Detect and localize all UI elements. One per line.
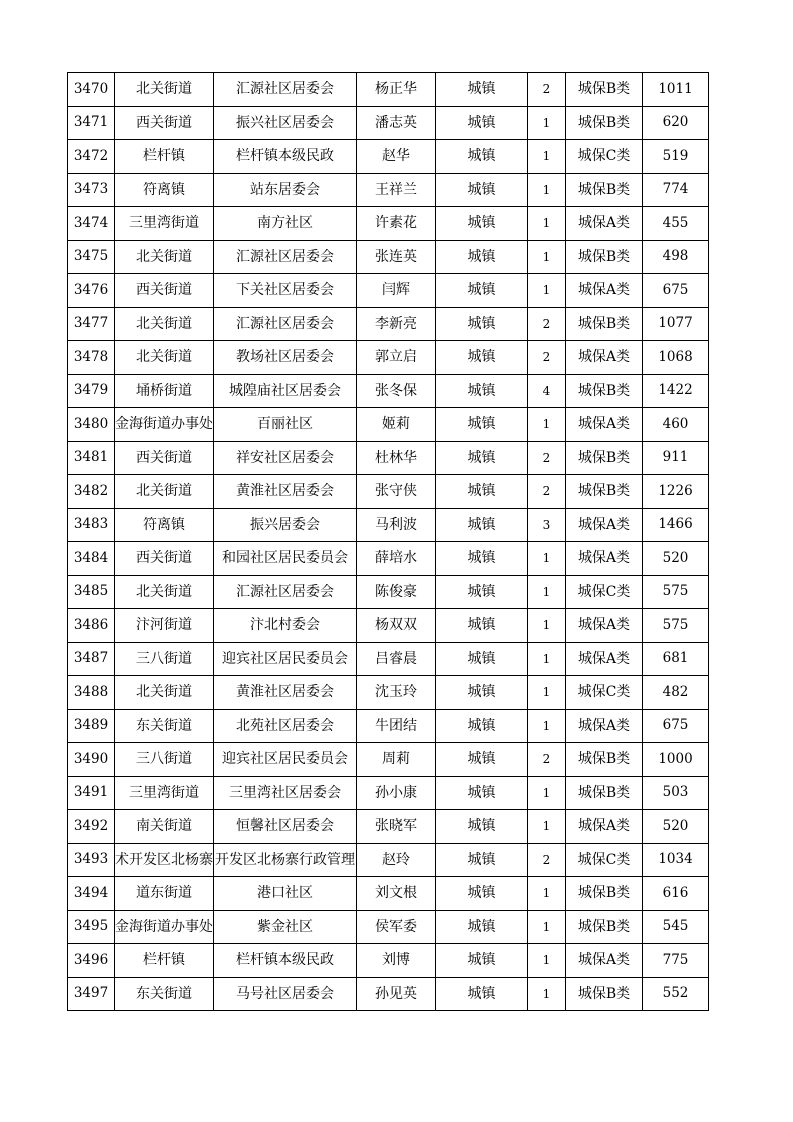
household-size-cell: 2 bbox=[528, 341, 566, 375]
person-name-cell: 王祥兰 bbox=[357, 173, 436, 207]
row-number-cell: 3477 bbox=[68, 307, 115, 341]
amount-cell: 675 bbox=[643, 274, 709, 308]
table-row bbox=[68, 173, 709, 207]
insurance-category-cell: 城保A类 bbox=[566, 944, 643, 978]
row-number-cell: 3470 bbox=[68, 73, 115, 107]
area-type-cell: 城镇 bbox=[436, 575, 528, 609]
table-row bbox=[68, 240, 709, 274]
community-cell: 祥安社区居委会 bbox=[214, 441, 357, 475]
table-row bbox=[68, 441, 709, 475]
table-row bbox=[68, 575, 709, 609]
household-size-cell: 2 bbox=[528, 743, 566, 777]
area-type-cell: 城镇 bbox=[436, 307, 528, 341]
row-number-cell: 3472 bbox=[68, 140, 115, 174]
person-name-cell: 沈玉玲 bbox=[357, 676, 436, 710]
insurance-category-cell: 城保A类 bbox=[566, 542, 643, 576]
area-type-cell: 城镇 bbox=[436, 73, 528, 107]
insurance-category-cell: 城保B类 bbox=[566, 877, 643, 911]
community-cell: 栏杆镇本级民政 bbox=[214, 140, 357, 174]
community-cell: 开发区北杨寨行政管理 bbox=[214, 843, 357, 877]
amount-cell: 503 bbox=[643, 776, 709, 810]
amount-cell: 1226 bbox=[643, 475, 709, 509]
area-type-cell: 城镇 bbox=[436, 173, 528, 207]
insurance-category-cell: 城保A类 bbox=[566, 709, 643, 743]
area-type-cell: 城镇 bbox=[436, 843, 528, 877]
person-name-cell: 李新亮 bbox=[357, 307, 436, 341]
street-office-cell: 金海街道办事处 bbox=[115, 910, 214, 944]
table-row bbox=[68, 207, 709, 241]
amount-cell: 519 bbox=[643, 140, 709, 174]
community-cell: 汇源社区居委会 bbox=[214, 307, 357, 341]
area-type-cell: 城镇 bbox=[436, 441, 528, 475]
community-cell: 港口社区 bbox=[214, 877, 357, 911]
area-type-cell: 城镇 bbox=[436, 274, 528, 308]
table-row bbox=[68, 676, 709, 710]
amount-cell: 1466 bbox=[643, 508, 709, 542]
insurance-category-cell: 城保B类 bbox=[566, 776, 643, 810]
street-office-cell: 北关街道 bbox=[115, 73, 214, 107]
person-name-cell: 张连英 bbox=[357, 240, 436, 274]
household-size-cell: 1 bbox=[528, 910, 566, 944]
street-office-cell: 西关街道 bbox=[115, 274, 214, 308]
insurance-category-cell: 城保B类 bbox=[566, 441, 643, 475]
person-name-cell: 侯军委 bbox=[357, 910, 436, 944]
household-size-cell: 2 bbox=[528, 307, 566, 341]
table-row bbox=[68, 910, 709, 944]
street-office-cell: 北关街道 bbox=[115, 475, 214, 509]
row-number-cell: 3486 bbox=[68, 609, 115, 643]
community-cell: 振兴社区居委会 bbox=[214, 106, 357, 140]
person-name-cell: 张冬保 bbox=[357, 374, 436, 408]
household-size-cell: 1 bbox=[528, 207, 566, 241]
amount-cell: 520 bbox=[643, 542, 709, 576]
household-size-cell: 1 bbox=[528, 676, 566, 710]
area-type-cell: 城镇 bbox=[436, 106, 528, 140]
street-office-cell: 西关街道 bbox=[115, 441, 214, 475]
area-type-cell: 城镇 bbox=[436, 910, 528, 944]
insurance-category-cell: 城保A类 bbox=[566, 408, 643, 442]
row-number-cell: 3496 bbox=[68, 944, 115, 978]
household-size-cell: 1 bbox=[528, 944, 566, 978]
person-name-cell: 周莉 bbox=[357, 743, 436, 777]
amount-cell: 911 bbox=[643, 441, 709, 475]
area-type-cell: 城镇 bbox=[436, 609, 528, 643]
area-type-cell: 城镇 bbox=[436, 207, 528, 241]
row-number-cell: 3492 bbox=[68, 810, 115, 844]
table-row bbox=[68, 274, 709, 308]
person-name-cell: 杨双双 bbox=[357, 609, 436, 643]
row-number-cell: 3475 bbox=[68, 240, 115, 274]
person-name-cell: 刘文根 bbox=[357, 877, 436, 911]
row-number-cell: 3493 bbox=[68, 843, 115, 877]
amount-cell: 775 bbox=[643, 944, 709, 978]
area-type-cell: 城镇 bbox=[436, 508, 528, 542]
row-number-cell: 3471 bbox=[68, 106, 115, 140]
community-cell: 汇源社区居委会 bbox=[214, 73, 357, 107]
street-office-cell: 北关街道 bbox=[115, 240, 214, 274]
insurance-category-cell: 城保C类 bbox=[566, 140, 643, 174]
person-name-cell: 张守侠 bbox=[357, 475, 436, 509]
person-name-cell: 吕睿晨 bbox=[357, 642, 436, 676]
table-row bbox=[68, 709, 709, 743]
amount-cell: 482 bbox=[643, 676, 709, 710]
insurance-category-cell: 城保C类 bbox=[566, 676, 643, 710]
community-cell: 汇源社区居委会 bbox=[214, 240, 357, 274]
household-size-cell: 1 bbox=[528, 810, 566, 844]
amount-cell: 616 bbox=[643, 877, 709, 911]
table-row bbox=[68, 609, 709, 643]
community-cell: 城隍庙社区居委会 bbox=[214, 374, 357, 408]
community-cell: 南方社区 bbox=[214, 207, 357, 241]
household-size-cell: 1 bbox=[528, 408, 566, 442]
table-body bbox=[68, 73, 709, 1011]
table-row bbox=[68, 810, 709, 844]
insurance-category-cell: 城保A类 bbox=[566, 810, 643, 844]
insurance-category-cell: 城保A类 bbox=[566, 508, 643, 542]
street-office-cell: 术开发区北杨寨 bbox=[115, 843, 214, 877]
area-type-cell: 城镇 bbox=[436, 676, 528, 710]
household-size-cell: 2 bbox=[528, 475, 566, 509]
insurance-category-cell: 城保A类 bbox=[566, 642, 643, 676]
person-name-cell: 许素花 bbox=[357, 207, 436, 241]
community-cell: 三里湾社区居委会 bbox=[214, 776, 357, 810]
street-office-cell: 金海街道办事处 bbox=[115, 408, 214, 442]
household-size-cell: 1 bbox=[528, 977, 566, 1011]
table-row bbox=[68, 106, 709, 140]
household-size-cell: 1 bbox=[528, 877, 566, 911]
person-name-cell: 赵玲 bbox=[357, 843, 436, 877]
insurance-category-cell: 城保A类 bbox=[566, 274, 643, 308]
row-number-cell: 3476 bbox=[68, 274, 115, 308]
community-cell: 紫金社区 bbox=[214, 910, 357, 944]
household-size-cell: 1 bbox=[528, 240, 566, 274]
insurance-category-cell: 城保B类 bbox=[566, 374, 643, 408]
person-name-cell: 潘志英 bbox=[357, 106, 436, 140]
amount-cell: 675 bbox=[643, 709, 709, 743]
person-name-cell: 张晓军 bbox=[357, 810, 436, 844]
person-name-cell: 马利波 bbox=[357, 508, 436, 542]
household-size-cell: 1 bbox=[528, 776, 566, 810]
street-office-cell: 栏杆镇 bbox=[115, 140, 214, 174]
household-size-cell: 1 bbox=[528, 542, 566, 576]
household-size-cell: 1 bbox=[528, 709, 566, 743]
street-office-cell: 栏杆镇 bbox=[115, 944, 214, 978]
person-name-cell: 赵华 bbox=[357, 140, 436, 174]
community-cell: 北苑社区居委会 bbox=[214, 709, 357, 743]
person-name-cell: 闫辉 bbox=[357, 274, 436, 308]
community-cell: 振兴居委会 bbox=[214, 508, 357, 542]
area-type-cell: 城镇 bbox=[436, 374, 528, 408]
community-cell: 黄淮社区居委会 bbox=[214, 475, 357, 509]
household-size-cell: 1 bbox=[528, 642, 566, 676]
area-type-cell: 城镇 bbox=[436, 542, 528, 576]
area-type-cell: 城镇 bbox=[436, 709, 528, 743]
street-office-cell: 北关街道 bbox=[115, 676, 214, 710]
insurance-category-cell: 城保B类 bbox=[566, 743, 643, 777]
community-cell: 和园社区居民委员会 bbox=[214, 542, 357, 576]
row-number-cell: 3473 bbox=[68, 173, 115, 207]
street-office-cell: 符离镇 bbox=[115, 508, 214, 542]
row-number-cell: 3481 bbox=[68, 441, 115, 475]
street-office-cell: 三八街道 bbox=[115, 743, 214, 777]
street-office-cell: 东关街道 bbox=[115, 709, 214, 743]
table-row bbox=[68, 642, 709, 676]
amount-cell: 498 bbox=[643, 240, 709, 274]
household-size-cell: 1 bbox=[528, 173, 566, 207]
community-cell: 站东居委会 bbox=[214, 173, 357, 207]
community-cell: 汴北村委会 bbox=[214, 609, 357, 643]
table-row bbox=[68, 374, 709, 408]
street-office-cell: 三里湾街道 bbox=[115, 207, 214, 241]
area-type-cell: 城镇 bbox=[436, 408, 528, 442]
community-cell: 迎宾社区居民委员会 bbox=[214, 642, 357, 676]
row-number-cell: 3485 bbox=[68, 575, 115, 609]
table-row bbox=[68, 843, 709, 877]
row-number-cell: 3491 bbox=[68, 776, 115, 810]
insurance-category-cell: 城保B类 bbox=[566, 910, 643, 944]
row-number-cell: 3495 bbox=[68, 910, 115, 944]
street-office-cell: 北关街道 bbox=[115, 341, 214, 375]
table-row bbox=[68, 140, 709, 174]
amount-cell: 575 bbox=[643, 575, 709, 609]
table-row bbox=[68, 73, 709, 107]
table-row bbox=[68, 877, 709, 911]
community-cell: 教场社区居委会 bbox=[214, 341, 357, 375]
row-number-cell: 3487 bbox=[68, 642, 115, 676]
street-office-cell: 北关街道 bbox=[115, 307, 214, 341]
table-row bbox=[68, 408, 709, 442]
area-type-cell: 城镇 bbox=[436, 475, 528, 509]
amount-cell: 552 bbox=[643, 977, 709, 1011]
street-office-cell: 南关街道 bbox=[115, 810, 214, 844]
row-number-cell: 3494 bbox=[68, 877, 115, 911]
table-row bbox=[68, 542, 709, 576]
household-size-cell: 1 bbox=[528, 575, 566, 609]
area-type-cell: 城镇 bbox=[436, 642, 528, 676]
community-cell: 恒馨社区居委会 bbox=[214, 810, 357, 844]
row-number-cell: 3490 bbox=[68, 743, 115, 777]
amount-cell: 1077 bbox=[643, 307, 709, 341]
community-cell: 迎宾社区居民委员会 bbox=[214, 743, 357, 777]
amount-cell: 1422 bbox=[643, 374, 709, 408]
insurance-category-cell: 城保B类 bbox=[566, 240, 643, 274]
community-cell: 栏杆镇本级民政 bbox=[214, 944, 357, 978]
area-type-cell: 城镇 bbox=[436, 743, 528, 777]
amount-cell: 1034 bbox=[643, 843, 709, 877]
insurance-category-cell: 城保B类 bbox=[566, 173, 643, 207]
insurance-category-cell: 城保B类 bbox=[566, 307, 643, 341]
table-row bbox=[68, 977, 709, 1011]
area-type-cell: 城镇 bbox=[436, 776, 528, 810]
row-number-cell: 3479 bbox=[68, 374, 115, 408]
community-cell: 下关社区居委会 bbox=[214, 274, 357, 308]
street-office-cell: 西关街道 bbox=[115, 542, 214, 576]
street-office-cell: 汴河街道 bbox=[115, 609, 214, 643]
street-office-cell: 道东街道 bbox=[115, 877, 214, 911]
household-size-cell: 3 bbox=[528, 508, 566, 542]
person-name-cell: 杜林华 bbox=[357, 441, 436, 475]
row-number-cell: 3474 bbox=[68, 207, 115, 241]
insurance-category-cell: 城保B类 bbox=[566, 73, 643, 107]
person-name-cell: 孙小康 bbox=[357, 776, 436, 810]
row-number-cell: 3484 bbox=[68, 542, 115, 576]
table-row bbox=[68, 743, 709, 777]
insurance-category-cell: 城保A类 bbox=[566, 207, 643, 241]
community-cell: 黄淮社区居委会 bbox=[214, 676, 357, 710]
street-office-cell: 三八街道 bbox=[115, 642, 214, 676]
household-size-cell: 2 bbox=[528, 441, 566, 475]
area-type-cell: 城镇 bbox=[436, 977, 528, 1011]
area-type-cell: 城镇 bbox=[436, 240, 528, 274]
insurance-category-cell: 城保B类 bbox=[566, 106, 643, 140]
amount-cell: 575 bbox=[643, 609, 709, 643]
community-cell: 马号社区居委会 bbox=[214, 977, 357, 1011]
household-size-cell: 2 bbox=[528, 73, 566, 107]
area-type-cell: 城镇 bbox=[436, 140, 528, 174]
amount-cell: 1011 bbox=[643, 73, 709, 107]
person-name-cell: 牛团结 bbox=[357, 709, 436, 743]
insurance-category-cell: 城保B类 bbox=[566, 475, 643, 509]
person-name-cell: 薛培水 bbox=[357, 542, 436, 576]
table-row bbox=[68, 508, 709, 542]
row-number-cell: 3488 bbox=[68, 676, 115, 710]
person-name-cell: 刘博 bbox=[357, 944, 436, 978]
amount-cell: 520 bbox=[643, 810, 709, 844]
area-type-cell: 城镇 bbox=[436, 341, 528, 375]
person-name-cell: 姬莉 bbox=[357, 408, 436, 442]
household-size-cell: 4 bbox=[528, 374, 566, 408]
household-size-cell: 1 bbox=[528, 106, 566, 140]
insurance-category-cell: 城保C类 bbox=[566, 843, 643, 877]
amount-cell: 620 bbox=[643, 106, 709, 140]
amount-cell: 545 bbox=[643, 910, 709, 944]
community-cell: 百丽社区 bbox=[214, 408, 357, 442]
amount-cell: 681 bbox=[643, 642, 709, 676]
table-row bbox=[68, 341, 709, 375]
amount-cell: 1068 bbox=[643, 341, 709, 375]
area-type-cell: 城镇 bbox=[436, 810, 528, 844]
street-office-cell: 西关街道 bbox=[115, 106, 214, 140]
insurance-category-cell: 城保B类 bbox=[566, 977, 643, 1011]
area-type-cell: 城镇 bbox=[436, 877, 528, 911]
table-row bbox=[68, 944, 709, 978]
amount-cell: 455 bbox=[643, 207, 709, 241]
household-size-cell: 2 bbox=[528, 843, 566, 877]
street-office-cell: 符离镇 bbox=[115, 173, 214, 207]
person-name-cell: 孙见英 bbox=[357, 977, 436, 1011]
amount-cell: 774 bbox=[643, 173, 709, 207]
data-table bbox=[67, 72, 709, 1011]
street-office-cell: 东关街道 bbox=[115, 977, 214, 1011]
table-row bbox=[68, 475, 709, 509]
insurance-category-cell: 城保A类 bbox=[566, 609, 643, 643]
insurance-category-cell: 城保C类 bbox=[566, 575, 643, 609]
community-cell: 汇源社区居委会 bbox=[214, 575, 357, 609]
table-row bbox=[68, 776, 709, 810]
row-number-cell: 3483 bbox=[68, 508, 115, 542]
area-type-cell: 城镇 bbox=[436, 944, 528, 978]
row-number-cell: 3497 bbox=[68, 977, 115, 1011]
street-office-cell: 北关街道 bbox=[115, 575, 214, 609]
street-office-cell: 三里湾街道 bbox=[115, 776, 214, 810]
household-size-cell: 1 bbox=[528, 609, 566, 643]
person-name-cell: 杨正华 bbox=[357, 73, 436, 107]
person-name-cell: 陈俊豪 bbox=[357, 575, 436, 609]
insurance-category-cell: 城保A类 bbox=[566, 341, 643, 375]
table-row bbox=[68, 307, 709, 341]
row-number-cell: 3489 bbox=[68, 709, 115, 743]
row-number-cell: 3482 bbox=[68, 475, 115, 509]
person-name-cell: 郭立启 bbox=[357, 341, 436, 375]
row-number-cell: 3478 bbox=[68, 341, 115, 375]
household-size-cell: 1 bbox=[528, 140, 566, 174]
street-office-cell: 埇桥街道 bbox=[115, 374, 214, 408]
row-number-cell: 3480 bbox=[68, 408, 115, 442]
household-size-cell: 1 bbox=[528, 274, 566, 308]
amount-cell: 460 bbox=[643, 408, 709, 442]
amount-cell: 1000 bbox=[643, 743, 709, 777]
